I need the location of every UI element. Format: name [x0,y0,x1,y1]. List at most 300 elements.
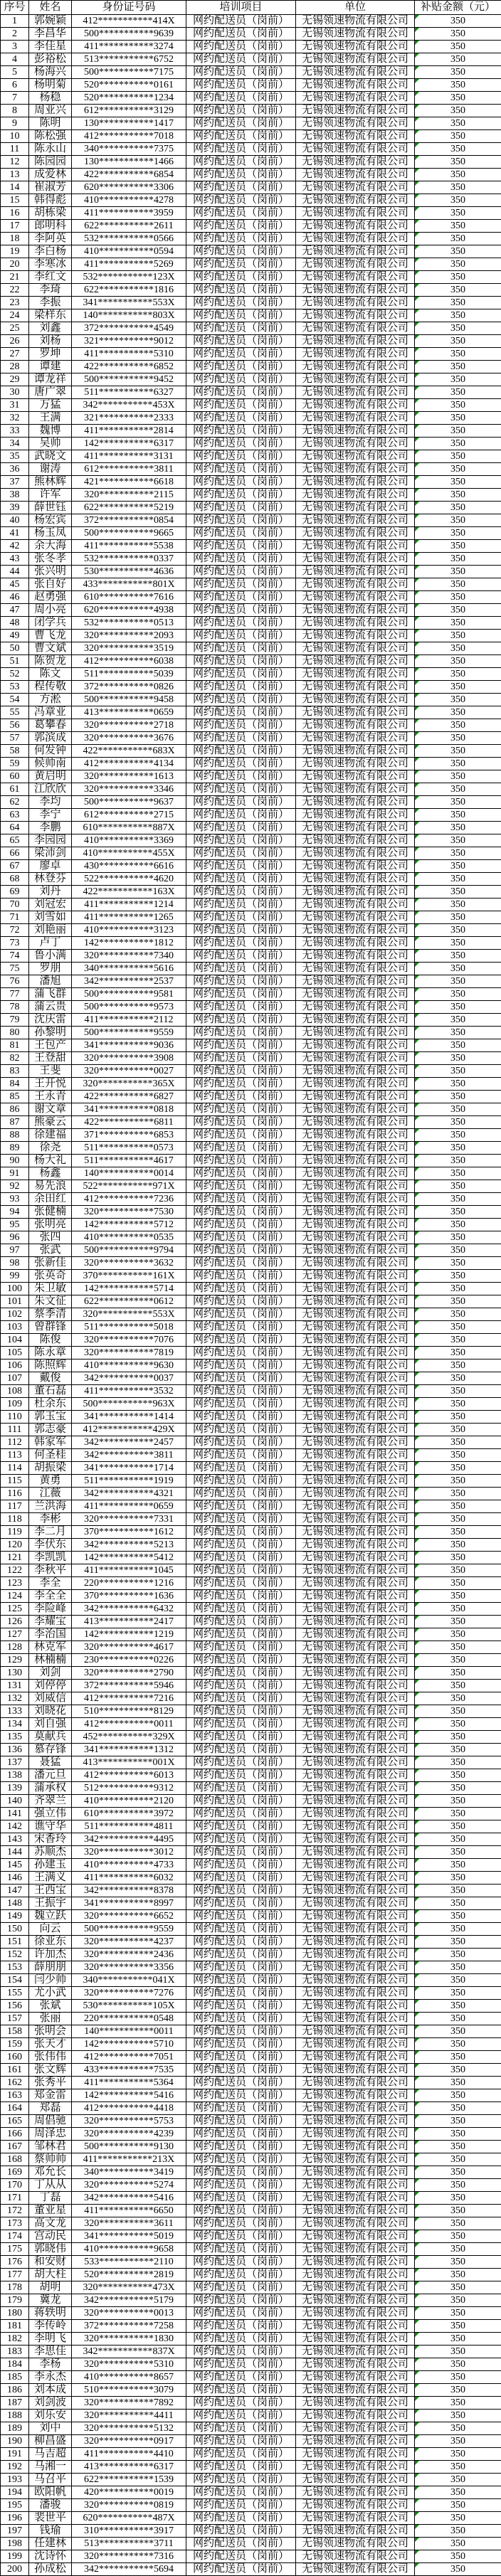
cell-seq[interactable]: 74 [1,950,29,963]
cell-name[interactable]: 钱瑜 [29,2525,72,2538]
cell-company[interactable]: 无锡领速物流有限公司 [296,1449,415,1462]
cell-name[interactable]: 许加杰 [29,1949,72,1961]
cell-name[interactable]: 刘剑波 [29,2397,72,2410]
cell-seq[interactable]: 127 [1,1628,29,1641]
cell-amount[interactable] [415,1910,501,1923]
cell-project[interactable]: 网约配送员（岗前） [186,258,296,271]
cell-project[interactable]: 网约配送员（岗前） [186,1910,296,1923]
cell-name[interactable]: 蔡帅帅 [29,2153,72,2166]
cell-name[interactable]: 孙建玉 [29,1859,72,1872]
cell-seq[interactable]: 154 [1,1974,29,1987]
cell-project[interactable]: 网约配送员（岗前） [186,66,296,79]
cell-name[interactable]: 候帅南 [29,758,72,770]
cell-company[interactable]: 无锡领速物流有限公司 [296,1859,415,1872]
cell-amount[interactable] [415,2243,501,2256]
cell-seq[interactable]: 40 [1,514,29,527]
cell-id[interactable]: 532***********123X [72,271,186,284]
cell-name[interactable]: 卢丁 [29,937,72,950]
cell-name[interactable]: 张四 [29,1231,72,1244]
cell-amount[interactable] [415,2550,501,2563]
cell-name[interactable]: 郭玉宝 [29,1411,72,1424]
cell-project[interactable]: 网约配送员（岗前） [186,963,296,975]
cell-id[interactable]: 411***********3274 [72,41,186,53]
cell-name[interactable]: 蔡季清 [29,1308,72,1321]
cell-id[interactable]: 522***********971X [72,1180,186,1193]
cell-company[interactable]: 无锡领速物流有限公司 [296,2371,415,2384]
cell-id[interactable]: 320***********4239 [72,2128,186,2141]
cell-company[interactable]: 无锡领速物流有限公司 [296,1039,415,1052]
cell-name[interactable]: 李二月 [29,1526,72,1539]
cell-amount[interactable] [415,1705,501,1718]
cell-amount[interactable] [415,1590,501,1603]
cell-seq[interactable]: 27 [1,348,29,361]
cell-seq[interactable]: 60 [1,770,29,783]
cell-project[interactable]: 网约配送员（岗前） [186,2499,296,2512]
cell-company[interactable]: 无锡领速物流有限公司 [296,886,415,899]
cell-name[interactable]: 胡大柱 [29,2269,72,2281]
cell-name[interactable]: 张明会 [29,2025,72,2038]
cell-company[interactable]: 无锡领速物流有限公司 [296,1744,415,1756]
cell-name[interactable]: 陈文 [29,668,72,681]
cell-name[interactable]: 程传敬 [29,681,72,694]
cell-name[interactable]: 向云 [29,1923,72,1936]
cell-project[interactable]: 网约配送员（岗前） [186,1897,296,1910]
cell-seq[interactable]: 156 [1,2000,29,2013]
cell-id[interactable]: 320***********4617 [72,1641,186,1654]
cell-name[interactable]: 李白杨 [29,245,72,258]
cell-seq[interactable]: 19 [1,245,29,258]
cell-id[interactable]: 512***********9312 [72,1782,186,1795]
cell-project[interactable]: 网约配送员（岗前） [186,2128,296,2141]
cell-seq[interactable]: 170 [1,2179,29,2192]
cell-project[interactable]: 网约配送员（岗前） [186,181,296,194]
cell-amount[interactable] [415,745,501,758]
cell-name[interactable]: 李红文 [29,271,72,284]
cell-amount[interactable] [415,2486,501,2499]
cell-project[interactable]: 网约配送员（岗前） [186,1180,296,1193]
cell-company[interactable]: 无锡领速物流有限公司 [296,92,415,105]
cell-amount[interactable] [415,322,501,335]
cell-company[interactable]: 无锡领速物流有限公司 [296,2230,415,2243]
cell-company[interactable]: 无锡领速物流有限公司 [296,2422,415,2435]
cell-project[interactable]: 网约配送员（岗前） [186,566,296,578]
cell-amount[interactable] [415,1564,501,1577]
cell-id[interactable]: 410***********4733 [72,1859,186,1872]
cell-seq[interactable]: 168 [1,2153,29,2166]
cell-seq[interactable]: 117 [1,1500,29,1513]
cell-amount[interactable] [415,1411,501,1424]
cell-name[interactable]: 郭晓伟 [29,2243,72,2256]
cell-seq[interactable]: 186 [1,2384,29,2397]
cell-amount[interactable] [415,2384,501,2397]
cell-project[interactable]: 网约配送员（岗前） [186,1257,296,1270]
cell-amount[interactable] [415,2205,501,2217]
cell-id[interactable]: 341***********1312 [72,1744,186,1756]
cell-company[interactable]: 无锡领速物流有限公司 [296,1411,415,1424]
cell-name[interactable]: 高文龙 [29,2217,72,2230]
cell-id[interactable]: 500***********9639 [72,28,186,41]
cell-name[interactable]: 蒲云贵 [29,1001,72,1014]
cell-amount[interactable] [415,156,501,169]
cell-project[interactable]: 网约配送员（岗前） [186,1347,296,1359]
cell-amount[interactable] [415,79,501,92]
cell-project[interactable]: 网约配送员（岗前） [186,873,296,886]
cell-seq[interactable]: 24 [1,309,29,322]
cell-id[interactable]: 341***********5019 [72,2230,186,2243]
cell-id[interactable]: 500***********9559 [72,1923,186,1936]
cell-project[interactable]: 网约配送员（岗前） [186,732,296,745]
cell-amount[interactable] [415,1603,501,1616]
cell-company[interactable]: 无锡领速物流有限公司 [296,732,415,745]
cell-seq[interactable]: 105 [1,1347,29,1359]
cell-project[interactable]: 网约配送员（岗前） [186,886,296,899]
cell-id[interactable]: 413***********6317 [72,2461,186,2474]
cell-company[interactable]: 无锡领速物流有限公司 [296,450,415,463]
cell-id[interactable]: 142***********5714 [72,1283,186,1295]
cell-seq[interactable]: 182 [1,2333,29,2346]
cell-name[interactable]: 葛攀春 [29,719,72,732]
cell-amount[interactable] [415,668,501,681]
cell-seq[interactable]: 177 [1,2269,29,2281]
cell-company[interactable]: 无锡领速物流有限公司 [296,1897,415,1910]
cell-project[interactable]: 网约配送员（岗前） [186,1449,296,1462]
cell-amount[interactable] [415,1820,501,1833]
cell-id[interactable]: 612***********3811 [72,463,186,476]
cell-amount[interactable] [415,1885,501,1897]
cell-amount[interactable] [415,2115,501,2128]
cell-company[interactable]: 无锡领速物流有限公司 [296,1718,415,1731]
cell-company[interactable]: 无锡领速物流有限公司 [296,1590,415,1603]
cell-seq[interactable]: 147 [1,1885,29,1897]
cell-amount[interactable] [415,796,501,809]
cell-company[interactable]: 无锡领速物流有限公司 [296,181,415,194]
cell-seq[interactable]: 119 [1,1526,29,1539]
cell-seq[interactable]: 142 [1,1820,29,1833]
cell-project[interactable]: 网约配送员（岗前） [186,2000,296,2013]
cell-name[interactable]: 蒲飞群 [29,988,72,1001]
cell-name[interactable]: 徐尧 [29,1142,72,1155]
cell-company[interactable]: 无锡领速物流有限公司 [296,2294,415,2307]
cell-name[interactable]: 魏立跃 [29,1910,72,1923]
cell-id[interactable]: 220***********0548 [72,2013,186,2025]
cell-amount[interactable] [415,53,501,66]
cell-project[interactable]: 网约配送员（岗前） [186,1244,296,1257]
cell-name[interactable]: 陈俊 [29,1334,72,1347]
cell-seq[interactable]: 183 [1,2346,29,2358]
cell-name[interactable]: 刘晓花 [29,1705,72,1718]
cell-amount[interactable] [415,1756,501,1769]
cell-id[interactable]: 220***********1216 [72,1577,186,1590]
cell-name[interactable]: 彭裕松 [29,53,72,66]
cell-company[interactable]: 无锡领速物流有限公司 [296,1680,415,1692]
cell-id[interactable]: 513***********3711 [72,2538,186,2550]
cell-name[interactable]: 李振 [29,297,72,309]
cell-project[interactable]: 网约配送员（岗前） [186,1359,296,1372]
cell-amount[interactable] [415,1078,501,1091]
cell-name[interactable]: 李治国 [29,1628,72,1641]
cell-id[interactable]: 342***********453X [72,399,186,412]
cell-amount[interactable] [415,2371,501,2384]
cell-seq[interactable]: 1 [1,15,29,28]
cell-amount[interactable] [415,1039,501,1052]
cell-name[interactable]: 李佳星 [29,41,72,53]
cell-project[interactable]: 网约配送员（岗前） [186,1564,296,1577]
cell-seq[interactable]: 123 [1,1577,29,1590]
cell-project[interactable]: 网约配送员（岗前） [186,373,296,386]
cell-company[interactable]: 无锡领速物流有限公司 [296,2538,415,2550]
cell-seq[interactable]: 91 [1,1167,29,1180]
cell-project[interactable]: 网约配送员（岗前） [186,988,296,1001]
cell-amount[interactable] [415,2474,501,2486]
cell-amount[interactable] [415,233,501,245]
cell-company[interactable]: 无锡领速物流有限公司 [296,1359,415,1372]
cell-project[interactable]: 网约配送员（岗前） [186,1731,296,1744]
cell-seq[interactable]: 22 [1,284,29,297]
cell-amount[interactable] [415,2077,501,2089]
cell-company[interactable]: 无锡领速物流有限公司 [296,2243,415,2256]
cell-name[interactable]: 李凯凯 [29,1552,72,1564]
cell-seq[interactable]: 5 [1,66,29,79]
cell-project[interactable]: 网约配送员（岗前） [186,2384,296,2397]
cell-name[interactable]: 徐亚东 [29,1936,72,1949]
cell-company[interactable]: 无锡领速物流有限公司 [296,1808,415,1820]
cell-id[interactable]: 421***********6618 [72,476,186,489]
cell-seq[interactable]: 61 [1,783,29,796]
cell-project[interactable]: 网约配送员（岗前） [186,553,296,566]
cell-id[interactable]: 130***********1466 [72,156,186,169]
cell-company[interactable]: 无锡领速物流有限公司 [296,297,415,309]
cell-company[interactable]: 无锡领速物流有限公司 [296,1308,415,1321]
cell-seq[interactable]: 53 [1,681,29,694]
cell-project[interactable]: 网约配送员（岗前） [186,220,296,233]
cell-company[interactable]: 无锡领速物流有限公司 [296,130,415,143]
cell-name[interactable]: 王登甜 [29,1052,72,1065]
cell-name[interactable]: 张兴明 [29,566,72,578]
cell-project[interactable]: 网约配送员（岗前） [186,1654,296,1667]
cell-id[interactable]: 340***********7375 [72,143,186,156]
cell-id[interactable]: 410***********4278 [72,194,186,207]
cell-seq[interactable]: 159 [1,2038,29,2051]
cell-company[interactable]: 无锡领速物流有限公司 [296,117,415,130]
cell-amount[interactable] [415,1206,501,1219]
cell-name[interactable]: 熊林辉 [29,476,72,489]
cell-seq[interactable]: 200 [1,2563,29,2576]
cell-id[interactable]: 341***********553X [72,297,186,309]
cell-seq[interactable]: 73 [1,937,29,950]
cell-name[interactable]: 刘乐安 [29,2410,72,2422]
cell-project[interactable]: 网约配送员（岗前） [186,1872,296,1885]
cell-amount[interactable] [415,2422,501,2435]
cell-seq[interactable]: 199 [1,2550,29,2563]
cell-company[interactable]: 无锡领速物流有限公司 [296,2397,415,2410]
cell-amount[interactable] [415,169,501,181]
cell-project[interactable]: 网约配送员（岗前） [186,924,296,937]
cell-name[interactable]: 潘元旦 [29,1769,72,1782]
cell-name[interactable]: 陈贺龙 [29,655,72,668]
cell-company[interactable]: 无锡领速物流有限公司 [296,1436,415,1449]
cell-company[interactable]: 无锡领速物流有限公司 [296,2499,415,2512]
cell-id[interactable]: 500***********9458 [72,694,186,706]
cell-project[interactable]: 网约配送员（岗前） [186,1270,296,1283]
cell-id[interactable]: 530***********105X [72,2000,186,2013]
cell-seq[interactable]: 110 [1,1411,29,1424]
cell-name[interactable]: 徐建福 [29,1129,72,1142]
cell-id[interactable]: 320***********2790 [72,1667,186,1680]
cell-project[interactable]: 网约配送员（岗前） [186,2410,296,2422]
cell-seq[interactable]: 152 [1,1949,29,1961]
cell-id[interactable]: 320***********2436 [72,1949,186,1961]
cell-seq[interactable]: 180 [1,2307,29,2320]
cell-seq[interactable]: 7 [1,92,29,105]
cell-project[interactable]: 网约配送员（岗前） [186,1103,296,1116]
cell-company[interactable]: 无锡领速物流有限公司 [296,258,415,271]
cell-name[interactable]: 谯守华 [29,1820,72,1833]
cell-project[interactable]: 网约配送员（岗前） [186,1411,296,1424]
cell-amount[interactable] [415,425,501,438]
cell-company[interactable]: 无锡领速物流有限公司 [296,169,415,181]
cell-name[interactable]: 邹林君 [29,2141,72,2153]
cell-name[interactable]: 张武 [29,1244,72,1257]
cell-company[interactable]: 无锡领速物流有限公司 [296,770,415,783]
cell-name[interactable]: 郭滨成 [29,732,72,745]
cell-project[interactable]: 网约配送员（岗前） [186,1628,296,1641]
cell-id[interactable]: 412***********0011 [72,1718,186,1731]
cell-project[interactable]: 网约配送员（岗前） [186,2038,296,2051]
cell-name[interactable]: 闭学兵 [29,617,72,630]
cell-amount[interactable] [415,489,501,502]
cell-company[interactable]: 无锡领速物流有限公司 [296,719,415,732]
cell-name[interactable]: 魏博 [29,425,72,438]
cell-name[interactable]: 张天才 [29,2038,72,2051]
cell-amount[interactable] [415,1027,501,1039]
cell-id[interactable]: 411***********1265 [72,911,186,924]
cell-project[interactable]: 网约配送员（岗前） [186,2307,296,2320]
cell-name[interactable]: 周小亮 [29,604,72,617]
cell-project[interactable]: 网约配送员（岗前） [186,834,296,847]
cell-company[interactable]: 无锡领速物流有限公司 [296,655,415,668]
cell-id[interactable]: 320***********7892 [72,2397,186,2410]
cell-id[interactable]: 622***********0612 [72,1295,186,1308]
cell-amount[interactable] [415,2499,501,2512]
cell-name[interactable]: 熊豪云 [29,1116,72,1129]
cell-name[interactable]: 李宁 [29,809,72,822]
cell-seq[interactable]: 59 [1,758,29,770]
cell-name[interactable]: 唐广翠 [29,386,72,399]
cell-id[interactable]: 140***********0011 [72,2025,186,2038]
cell-seq[interactable]: 113 [1,1449,29,1462]
cell-id[interactable]: 610***********887X [72,822,186,834]
cell-id[interactable]: 410***********8657 [72,2371,186,2384]
cell-name[interactable]: 韩得彪 [29,194,72,207]
cell-seq[interactable]: 124 [1,1590,29,1603]
cell-amount[interactable] [415,783,501,796]
cell-seq[interactable]: 70 [1,899,29,911]
cell-amount[interactable] [415,258,501,271]
cell-id[interactable]: 130***********1417 [72,117,186,130]
cell-seq[interactable]: 146 [1,1872,29,1885]
cell-seq[interactable]: 38 [1,489,29,502]
cell-seq[interactable]: 132 [1,1692,29,1705]
cell-seq[interactable]: 75 [1,963,29,975]
cell-name[interactable]: 曹文斌 [29,642,72,655]
cell-project[interactable]: 网约配送员（岗前） [186,1398,296,1411]
cell-project[interactable]: 网约配送员（岗前） [186,335,296,348]
cell-amount[interactable] [415,1539,501,1552]
cell-id[interactable]: 320***********3676 [72,732,186,745]
cell-amount[interactable] [415,1795,501,1808]
cell-company[interactable]: 无锡领速物流有限公司 [296,1283,415,1295]
cell-project[interactable]: 网约配送员（岗前） [186,540,296,553]
cell-seq[interactable]: 10 [1,130,29,143]
cell-seq[interactable]: 197 [1,2525,29,2538]
cell-id[interactable]: 413***********2417 [72,1616,186,1628]
cell-project[interactable]: 网约配送员（岗前） [186,2294,296,2307]
cell-company[interactable]: 无锡领速物流有限公司 [296,1014,415,1027]
cell-seq[interactable]: 43 [1,553,29,566]
cell-amount[interactable] [415,361,501,373]
cell-company[interactable]: 无锡领速物流有限公司 [296,1180,415,1193]
cell-name[interactable]: 余田红 [29,1193,72,1206]
cell-id[interactable]: 372***********4549 [72,322,186,335]
cell-project[interactable]: 网约配送员（岗前） [186,847,296,860]
cell-seq[interactable]: 92 [1,1180,29,1193]
cell-seq[interactable]: 50 [1,642,29,655]
cell-id[interactable]: 422***********6854 [72,169,186,181]
cell-name[interactable]: 胡栋梁 [29,207,72,220]
cell-seq[interactable]: 67 [1,860,29,873]
cell-amount[interactable] [415,2281,501,2294]
cell-seq[interactable]: 93 [1,1193,29,1206]
cell-amount[interactable] [415,1488,501,1500]
cell-id[interactable]: 433***********801X [72,578,186,591]
cell-id[interactable]: 320***********6652 [72,1910,186,1923]
cell-name[interactable]: 朱文征 [29,1295,72,1308]
cell-project[interactable]: 网约配送员（岗前） [186,297,296,309]
cell-id[interactable]: 230***********0226 [72,1654,186,1667]
cell-amount[interactable] [415,1103,501,1116]
cell-amount[interactable] [415,2448,501,2461]
cell-amount[interactable] [415,963,501,975]
cell-id[interactable]: 410***********3369 [72,834,186,847]
cell-id[interactable]: 420***********0019 [72,2486,186,2499]
cell-seq[interactable]: 14 [1,181,29,194]
cell-company[interactable]: 无锡领速物流有限公司 [296,284,415,297]
cell-company[interactable]: 无锡领速物流有限公司 [296,1193,415,1206]
cell-seq[interactable]: 85 [1,1091,29,1103]
cell-name[interactable]: 郑金雷 [29,2089,72,2102]
cell-name[interactable]: 杨明菊 [29,79,72,92]
cell-id[interactable]: 500***********7175 [72,66,186,79]
cell-name[interactable]: 周亚兴 [29,105,72,117]
cell-amount[interactable] [415,514,501,527]
cell-name[interactable]: 刘停停 [29,1680,72,1692]
cell-amount[interactable] [415,1155,501,1167]
cell-seq[interactable]: 99 [1,1270,29,1283]
cell-amount[interactable] [415,1129,501,1142]
cell-amount[interactable] [415,975,501,988]
cell-id[interactable]: 142***********6317 [72,438,186,450]
cell-company[interactable]: 无锡领速物流有限公司 [296,1103,415,1116]
cell-name[interactable]: 丁磊 [29,2192,72,2205]
cell-amount[interactable] [415,937,501,950]
cell-seq[interactable]: 39 [1,502,29,514]
cell-name[interactable]: 黄启明 [29,770,72,783]
cell-company[interactable]: 无锡领速物流有限公司 [296,553,415,566]
cell-seq[interactable]: 30 [1,386,29,399]
cell-company[interactable]: 无锡领速物流有限公司 [296,899,415,911]
cell-id[interactable]: 340***********5616 [72,963,186,975]
cell-company[interactable]: 无锡领速物流有限公司 [296,2217,415,2230]
